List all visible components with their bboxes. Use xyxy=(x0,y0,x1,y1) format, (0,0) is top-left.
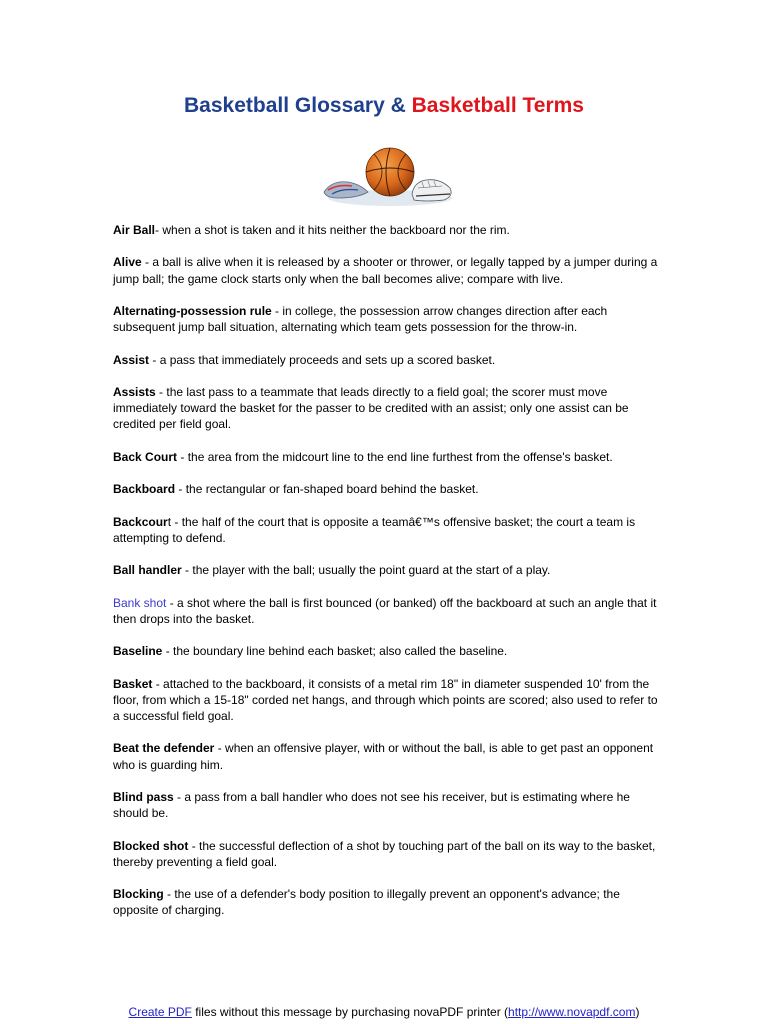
term-separator: - xyxy=(166,595,178,610)
glossary-entry xyxy=(113,789,658,821)
glossary-definition: the area from the midcourt line to the end line furthest from the offense's basket. xyxy=(187,449,613,464)
term-separator: - xyxy=(162,644,174,659)
glossary-term: Basket xyxy=(113,676,153,691)
glossary-definition: when a shot is taken and it hits neither the backboard nor the rim. xyxy=(162,223,510,237)
glossary-entry xyxy=(113,838,658,870)
glossary-entry xyxy=(113,384,658,433)
footer-text: files without this message by purchasing novaPDF printer ( xyxy=(191,1005,509,1019)
glossary-definition: a pass from a ball handler who does not see his receiver, but is estimating where he should be. xyxy=(113,789,630,821)
glossary-entry xyxy=(113,449,658,465)
glossary-definition: a pass that immediately proceeds and sets up a scored basket. xyxy=(159,352,496,367)
glossary-definition: the successful deflection of a shot by touching part of the ball on its way to the basket, thereby preventing a field goal. xyxy=(113,838,656,869)
glossary-term: Alive xyxy=(113,255,142,270)
term-separator: - xyxy=(152,676,164,691)
glossary-entry xyxy=(113,562,658,578)
glossary-definition: the use of a defender's body position to illegally prevent an opponent's advance; the opposite of charging. xyxy=(113,887,620,918)
bank-shot-link[interactable]: Bank shot xyxy=(113,595,167,610)
glossary-term: Blocked shot xyxy=(113,838,189,853)
title-part-2: Basketball Terms xyxy=(411,94,584,117)
basketball-sneakers-image xyxy=(318,142,458,208)
glossary-term: Back Court xyxy=(113,449,178,464)
term-separator: - xyxy=(188,838,200,853)
glossary-term: Ball handler xyxy=(113,563,182,578)
glossary-entry xyxy=(113,254,658,286)
glossary-term: Backboard xyxy=(113,482,176,497)
glossary-list xyxy=(113,222,658,935)
glossary-entry xyxy=(113,643,658,659)
term-separator: - xyxy=(155,223,163,237)
novapdf-url-link[interactable]: http://www.novapdf.com xyxy=(508,1005,636,1019)
term-separator: - xyxy=(141,255,153,270)
term-separator: - xyxy=(155,384,167,399)
glossary-definition: the boundary line behind each basket; also called the baseline. xyxy=(173,644,508,659)
glossary-definition: when an offensive player, with or without the ball, is able to get past an opponent who is guarding him. xyxy=(113,741,654,772)
glossary-entry xyxy=(113,481,658,497)
glossary-term: Alternating-possession rule xyxy=(113,303,272,318)
term-separator: - xyxy=(214,741,226,756)
glossary-term: Assist xyxy=(113,352,150,367)
glossary-term: Blocking xyxy=(113,887,164,902)
glossary-definition: attached to the backboard, it consists of a metal rim 18" in diameter suspended 10' from the floor, from which a 15-18" corded net hangs, and through which points are scored; also used to refer to a successful field goal. xyxy=(113,676,658,723)
glossary-entry xyxy=(113,676,658,725)
glossary-term: Beat the defender xyxy=(113,741,215,756)
glossary-term: Assists xyxy=(113,384,156,399)
glossary-entry xyxy=(113,514,658,546)
term-separator: - xyxy=(177,449,188,464)
glossary-term: Backcour xyxy=(113,514,168,529)
glossary-entry xyxy=(113,740,658,772)
page-title xyxy=(0,92,768,120)
glossary-definition: the last pass to a teammate that leads directly to a field goal; the scorer must move immediately toward the basket for the passer to be credited with an assist; only one assist can be credited per field goal. xyxy=(113,384,629,432)
term-separator: - xyxy=(175,482,186,497)
create-pdf-link[interactable]: Create PDF xyxy=(128,1005,192,1019)
glossary-entry xyxy=(113,303,658,335)
term-separator: - xyxy=(271,303,283,318)
term-separator: - xyxy=(163,887,175,902)
term-separator: - xyxy=(181,563,193,578)
glossary-definition: the player with the ball; usually the point guard at the start of a play. xyxy=(192,563,551,578)
glossary-term: Blind pass xyxy=(113,789,174,804)
glossary-entry xyxy=(113,886,658,918)
term-separator: - xyxy=(173,789,185,804)
glossary-entry xyxy=(113,595,658,627)
glossary-definition: a shot where the ball is first bounced (or banked) off the backboard at such an angle that it then drops into the basket. xyxy=(113,595,657,626)
glossary-definition: the rectangular or fan-shaped board behind the basket. xyxy=(185,482,479,497)
glossary-entry xyxy=(113,352,658,368)
term-separator: t - xyxy=(167,514,182,529)
footer-text-end: ) xyxy=(635,1005,640,1019)
term-separator: - xyxy=(149,352,160,367)
title-part-1: Basketball Glossary & xyxy=(184,94,412,117)
glossary-definition: in college, the possession arrow changes direction after each subsequent jump ball situation, alternating which team gets possession for the throw-in. xyxy=(113,303,608,335)
glossary-entry xyxy=(113,222,658,238)
glossary-definition: the half of the court that is opposite a teamâ€™s offensive basket; the court a team is attempting to defend. xyxy=(113,514,636,545)
glossary-definition: a ball is alive when it is released by a shooter or thrower, or legally tapped by a jumper during a jump ball; the game clock starts only when the ball becomes alive; compare with live. xyxy=(113,255,658,286)
glossary-term: Air Ball xyxy=(113,223,156,237)
pdf-footer xyxy=(0,1004,768,1020)
glossary-term: Baseline xyxy=(113,644,163,659)
